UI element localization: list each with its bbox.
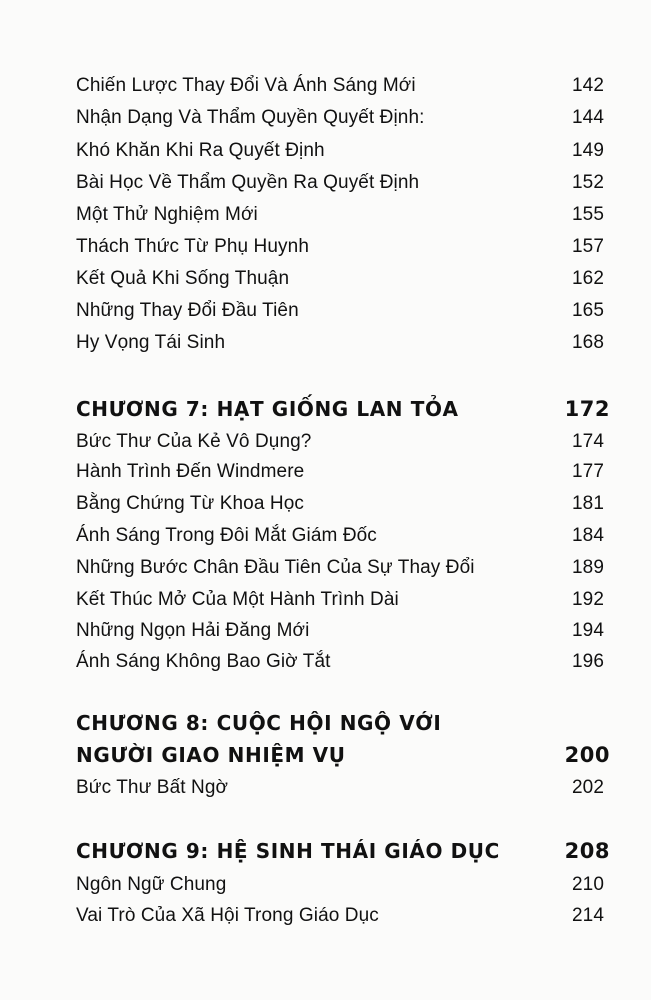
toc-entry-title: Hy Vọng Tái Sinh: [76, 332, 226, 353]
toc-entry-page: 181: [571, 493, 604, 514]
toc-entry-page: 210: [571, 874, 604, 895]
toc-entry-page: 144: [571, 107, 604, 128]
toc-entry-page: 194: [571, 620, 604, 641]
toc-entry-title: Chiến Lược Thay Đổi Và Ánh Sáng Mới: [76, 75, 416, 96]
chapter-heading: [76, 396, 610, 422]
toc-entry: [76, 299, 604, 323]
toc-entry-page: 168: [571, 332, 604, 353]
toc-entry-title: Bức Thư Của Kẻ Vô Dụng?: [76, 431, 312, 452]
toc-entry-title: Kết Thúc Mở Của Một Hành Trình Dài: [76, 589, 399, 610]
toc-entry: [76, 430, 604, 454]
toc-entry-title: Những Thay Đổi Đầu Tiên: [76, 300, 299, 321]
toc-entry-page: 196: [571, 651, 604, 672]
toc-entry-page: 165: [571, 300, 604, 321]
toc-entry-page: 152: [571, 172, 604, 193]
toc-entry-title: Một Thử Nghiệm Mới: [76, 204, 258, 225]
toc-entry-page: 149: [571, 140, 604, 161]
toc-entry: [76, 106, 604, 130]
toc-entry-title: Khó Khăn Khi Ra Quyết Định: [76, 140, 325, 161]
toc-entry-title: Bằng Chứng Từ Khoa Học: [76, 493, 304, 514]
toc-entry-page: 214: [571, 905, 604, 926]
chapter-title-line2: NGƯỜI GIAO NHIỆM VỤ: [76, 743, 346, 767]
toc-entry-title: Kết Quả Khi Sống Thuận: [76, 268, 290, 289]
chapter-heading: [76, 838, 610, 864]
toc-entry: [76, 556, 604, 580]
chapter-page: 200: [564, 743, 610, 767]
toc-entry-title: Vai Trò Của Xã Hội Trong Giáo Dục: [76, 905, 379, 926]
toc-entry: [76, 776, 604, 800]
toc-entry-page: 174: [571, 431, 604, 452]
chapter-title: CHƯƠNG 7: HẠT GIỐNG LAN TỎA: [76, 397, 459, 421]
toc-entry-page: 155: [571, 204, 604, 225]
toc-entry-page: 184: [571, 525, 604, 546]
toc-entry: [76, 139, 604, 163]
toc-entry-page: 202: [571, 777, 604, 798]
chapter-heading: [76, 710, 610, 736]
toc-entry-title: Ánh Sáng Không Bao Giờ Tắt: [76, 651, 331, 672]
toc-entry: [76, 873, 604, 897]
toc-entry-page: 142: [571, 75, 604, 96]
toc-entry-title: Ánh Sáng Trong Đôi Mắt Giám Đốc: [76, 525, 377, 546]
toc-entry-title: Bài Học Về Thẩm Quyền Ra Quyết Định: [76, 172, 420, 193]
toc-entry-page: 177: [571, 461, 604, 482]
chapter-heading-continued: [76, 742, 610, 768]
toc-entry: [76, 74, 604, 98]
toc-entry: [76, 203, 604, 227]
toc-entry: [76, 650, 604, 674]
toc-entry: [76, 331, 604, 355]
toc-entry-page: 157: [571, 236, 604, 257]
toc-entry: [76, 171, 604, 195]
chapter-page: 208: [564, 839, 610, 863]
toc-entry: [76, 588, 604, 612]
toc-entry-title: Nhận Dạng Và Thẩm Quyền Quyết Định:: [76, 107, 425, 128]
toc-entry-title: Những Bước Chân Đầu Tiên Của Sự Thay Đổi: [76, 557, 475, 578]
toc-entry: [76, 267, 604, 291]
chapter-title: CHƯƠNG 9: HỆ SINH THÁI GIÁO DỤC: [76, 839, 500, 863]
toc-entry-page: 162: [571, 268, 604, 289]
toc-entry-title: Ngôn Ngữ Chung: [76, 874, 227, 895]
toc-entry-page: 189: [571, 557, 604, 578]
toc-entry: [76, 619, 604, 643]
toc-entry: [76, 524, 604, 548]
toc-entry: [76, 235, 604, 259]
toc-entry-title: Hành Trình Đến Windmere: [76, 461, 305, 482]
toc-entry-title: Những Ngọn Hải Đăng Mới: [76, 620, 310, 641]
toc-entry-page: 192: [571, 589, 604, 610]
chapter-title-line1: CHƯƠNG 8: CUỘC HỘI NGỘ VỚI: [76, 711, 442, 735]
toc-entry: [76, 904, 604, 928]
toc-entry-title: Bức Thư Bất Ngờ: [76, 777, 229, 798]
toc-entry: [76, 492, 604, 516]
toc-entry-title: Thách Thức Từ Phụ Huynh: [76, 236, 309, 257]
toc-entry: [76, 460, 604, 484]
chapter-page: 172: [564, 397, 610, 421]
